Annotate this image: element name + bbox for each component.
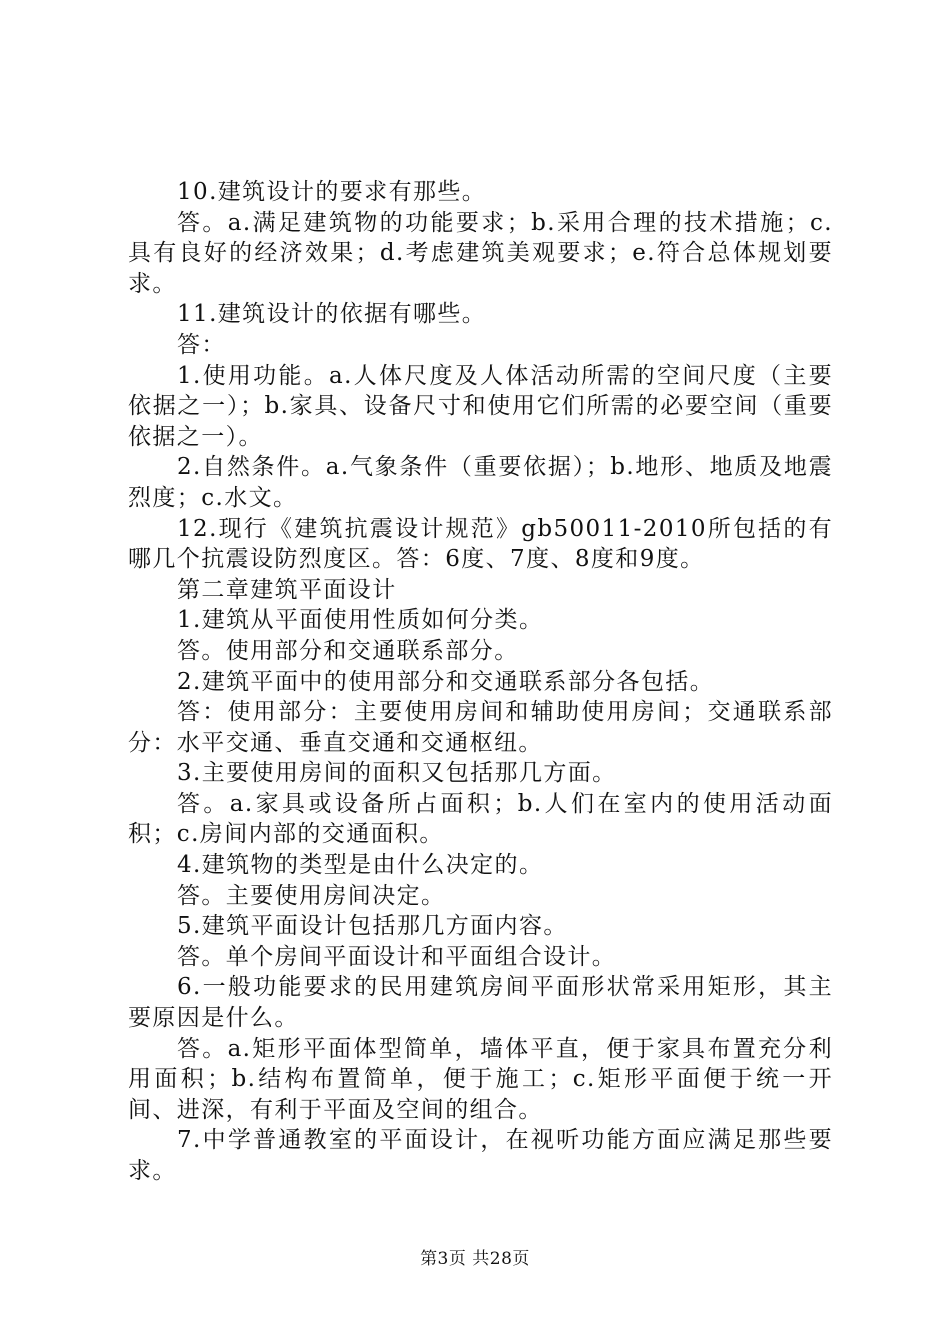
paragraph: 答。使用部分和交通联系部分。 bbox=[177, 637, 519, 664]
chapter-heading: 第二章建筑平面设计 bbox=[177, 576, 397, 603]
paragraph: 3.主要使用房间的面积又包括那几方面。 bbox=[177, 760, 617, 787]
paragraph: 答。a.满足建筑物的功能要求；b.采用合理的技术措施；c.具有良好的经济效果；d.考虑建筑美观要求；e.符合总体规划要求。 bbox=[128, 209, 833, 297]
paragraph: 10.建筑设计的要求有那些。 bbox=[177, 179, 487, 205]
paragraph: 7.中学普通教室的平面设计，在视听功能方面应满足那些要求。 bbox=[128, 1127, 833, 1184]
paragraph: 11.建筑设计的依据有哪些。 bbox=[177, 301, 487, 328]
paragraph: 6.一般功能要求的民用建筑房间平面形状常采用矩形，其主要原因是什么。 bbox=[128, 974, 833, 1032]
paragraph: 1.使用功能。a.人体尺度及人体活动所需的空间尺度（主要依据之一）；b.家具、设备尺寸和使用它们所需的必要空间（重要依据之一）。 bbox=[128, 362, 833, 450]
paragraph: 4.建筑物的类型是由什么决定的。 bbox=[177, 852, 544, 879]
paragraph: 2.自然条件。a.气象条件（重要依据）；b.地形、地质及地震烈度；c.水文。 bbox=[128, 454, 833, 511]
paragraph: 5.建筑平面设计包括那几方面内容。 bbox=[177, 913, 568, 940]
paragraph: 答： bbox=[177, 331, 226, 358]
paragraph: 答。主要使用房间决定。 bbox=[177, 882, 446, 909]
document-body bbox=[128, 177, 833, 1187]
paragraph: 1.建筑从平面使用性质如何分类。 bbox=[177, 607, 544, 634]
paragraph: 答。a.矩形平面体型简单，墙体平直，便于家具布置充分利用面积；b.结构布置简单，便于施工；c.矩形平面便于统一开间、进深，有利于平面及空间的组合。 bbox=[128, 1035, 833, 1123]
paragraph: 答。单个房间平面设计和平面组合设计。 bbox=[177, 943, 617, 970]
page-number-footer: 第3页 共28页 bbox=[420, 1249, 530, 1269]
paragraph: 答：使用部分：主要使用房间和辅助使用房间；交通联系部分：水平交通、垂直交通和交通枢纽。 bbox=[128, 699, 833, 756]
paragraph: 答。a.家具或设备所占面积；b.人们在室内的使用活动面积；c.房间内部的交通面积。 bbox=[128, 790, 833, 848]
paragraph: 2.建筑平面中的使用部分和交通联系部分各包括。 bbox=[177, 668, 715, 695]
paragraph: 12.现行《建筑抗震设计规范》gb50011-2010所包括的有哪几个抗震设防烈度区。答：6度、7度、8度和9度。 bbox=[128, 515, 833, 573]
